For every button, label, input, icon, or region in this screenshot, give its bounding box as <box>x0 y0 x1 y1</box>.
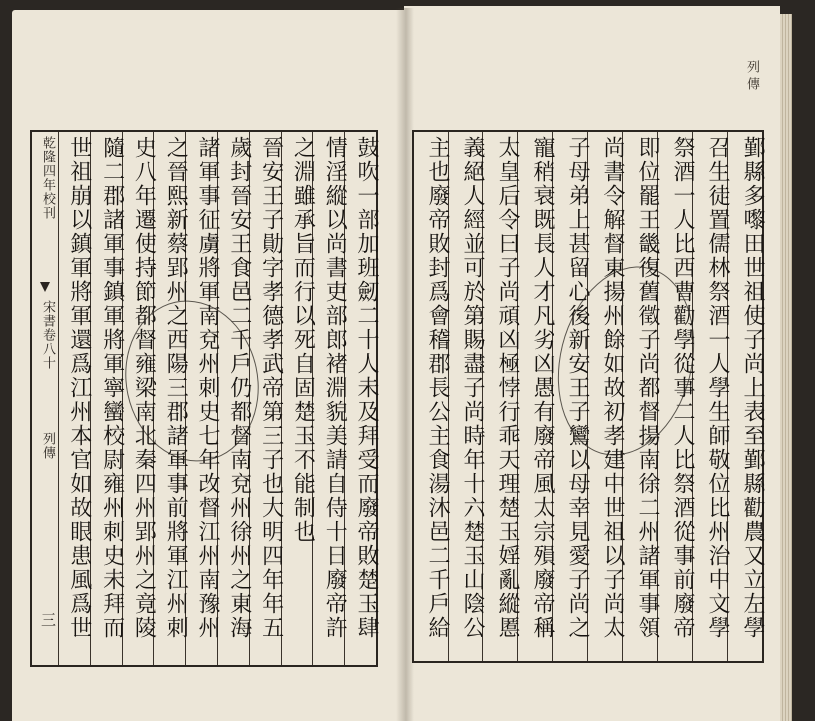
margin-page-number: 三 <box>39 612 57 628</box>
text-column: 隨二郡諸軍事鎮軍將軍寧蠻校尉雍州刺史未拜而 <box>90 132 123 665</box>
text-column: 鄞縣多嚟田世祖使子尚上表至鄞縣勸農又立左學 <box>727 132 763 661</box>
text-column: 諸軍事征虜將軍南兗州刺史七年改督江州南豫州 <box>185 132 218 665</box>
text-column: 之淵雖承旨而行以死自固楚玉不能制也 <box>281 132 314 665</box>
text-column: 史八年遷使持節都督雍梁南北秦四州郢州之竟陵 <box>122 132 155 665</box>
text-column: 寵稍衰既長人才凡劣凶愚有廢帝風太宗殞廢帝稱 <box>517 132 553 661</box>
text-column: 情淫縱以尚書吏部郎褚淵貌美請自侍十日廢帝許 <box>312 132 345 665</box>
text-column: 即位罷王畿復舊徵子尚都督揚南徐二州諸軍事領 <box>622 132 658 661</box>
margin-book-title: 宋書卷八十 <box>40 300 55 370</box>
text-column: 主也廢帝敗封爲會稽郡長公主食湯沐邑二千戶給 <box>425 136 450 640</box>
text-column: 之晉熙新蔡郢州之西陽三郡諸軍事前將軍江州刺 <box>153 132 186 665</box>
margin-title: 乾隆四年校刊 <box>40 136 55 220</box>
page-edges <box>780 14 792 721</box>
margin-section: 列傳 <box>40 432 55 460</box>
text-column: 晉安王子勛字孝德孝武帝第三子也大明四年年五 <box>249 132 282 665</box>
text-column: 義絕人經並可於第賜盡子尚時年十六楚玉山陰公 <box>448 132 483 661</box>
right-margin-tab: 列傳 <box>744 60 759 94</box>
text-column: 歲封晉安王食邑二千戶仍都督南兗州徐州之東海 <box>217 132 250 665</box>
text-column: 鼓吹一部加班劒二十人未及拜受而廢帝敗楚玉肆 <box>344 132 377 665</box>
text-column: 子母弟上甚留心後新安王子鸞以母幸見愛子尚之 <box>552 132 588 661</box>
text-column: 世祖崩以鎮軍將軍還爲江州本官如故眼患風爲世 <box>66 136 92 640</box>
text-column: 祭酒一人比西曹勸學從事二人比祭酒從事前廢帝 <box>657 132 693 661</box>
text-column: 尚書令解督東揚州餘如故初孝建中世祖以子尚太 <box>587 132 623 661</box>
text-column: 太皇后令曰子尚頑凶極悖行乖天理楚玉婬亂縱慝 <box>482 132 518 661</box>
text-column: 召生徒置儒林祭酒一人學生師敬位比州治中文學 <box>692 132 728 661</box>
